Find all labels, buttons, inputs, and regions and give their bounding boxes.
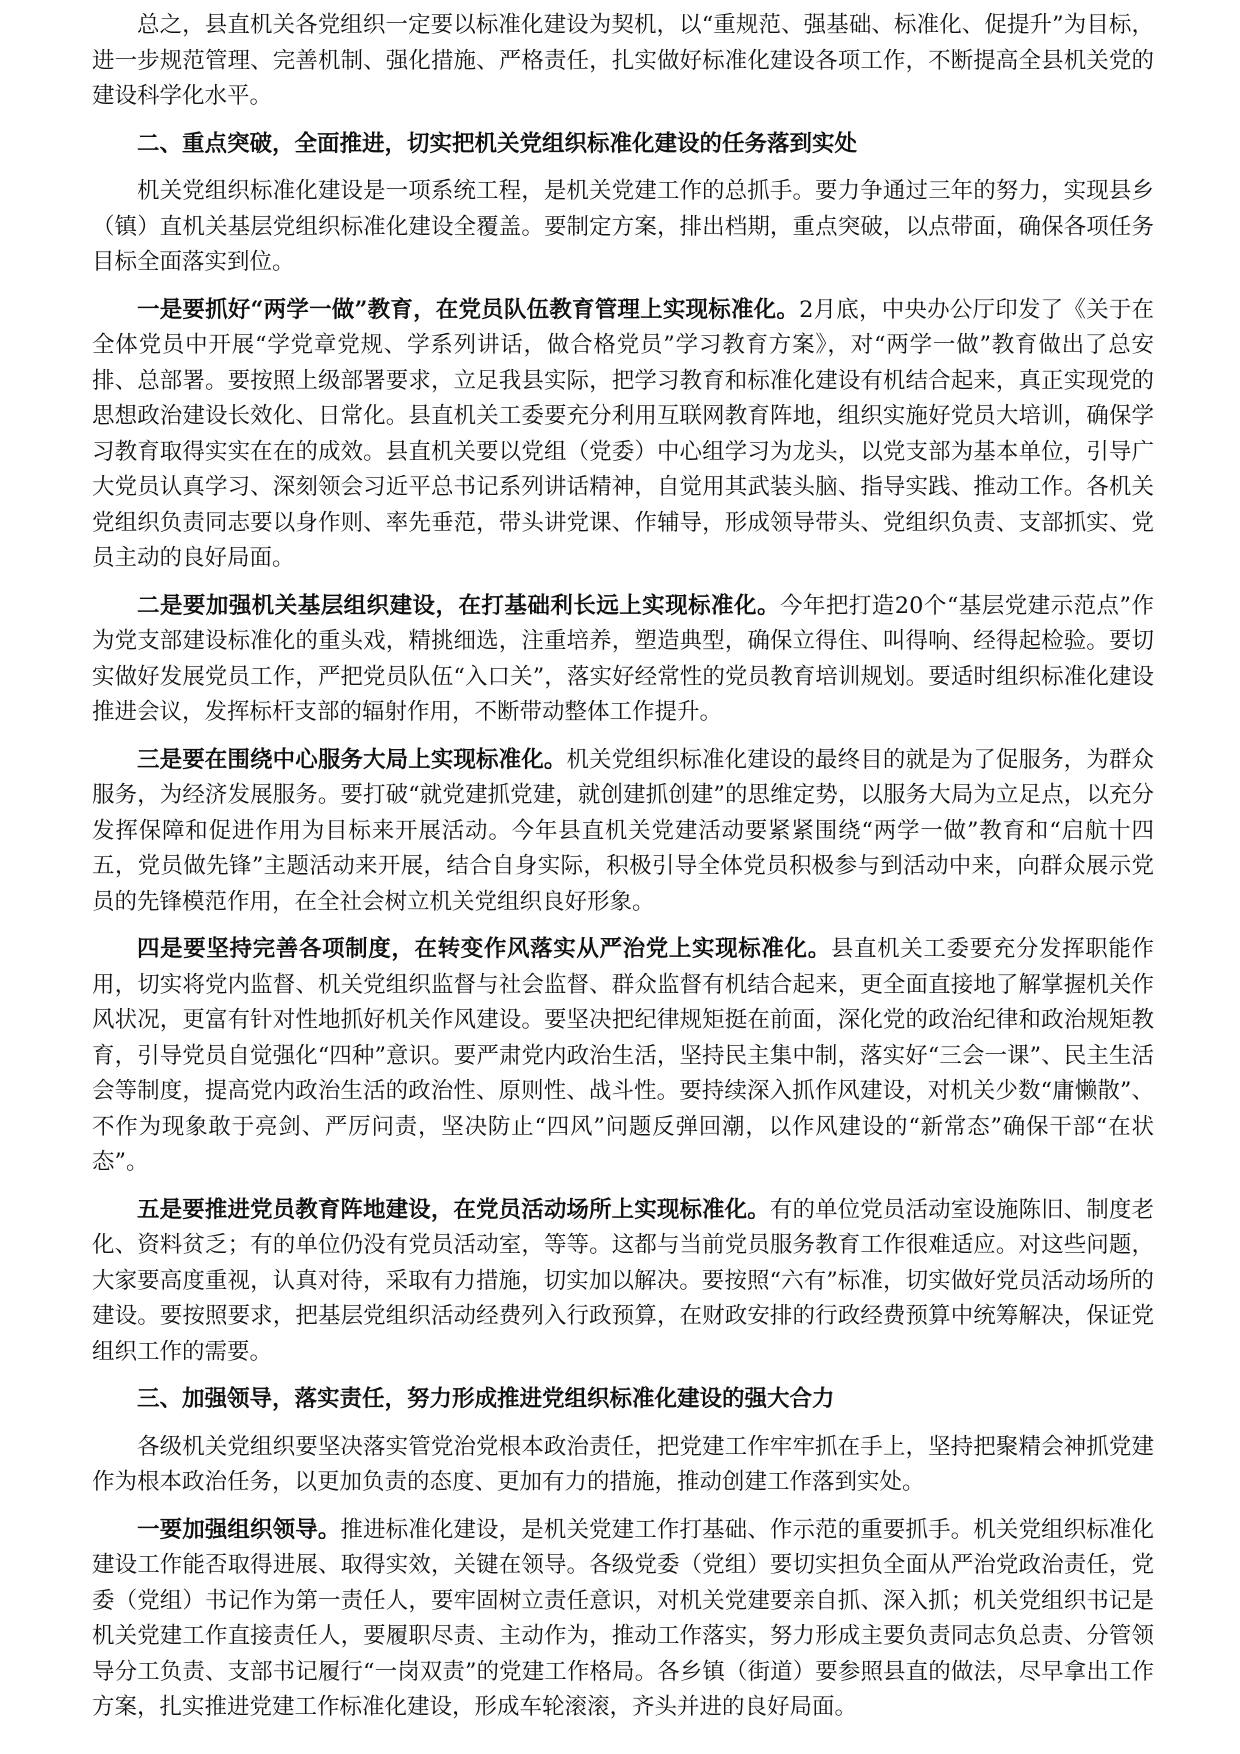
paragraph-point-3 bbox=[92, 743, 1154, 921]
paragraph-summary bbox=[92, 8, 1154, 115]
paragraph-leadership bbox=[92, 1513, 1154, 1726]
paragraph-text: 县直机关工委要充分发挥职能作用，切实将党内监督、机关党组织监督与社会监督、群众监督有机结合起来，更全面直接地了解掌握机关作风状况，更富有针对性地抓好机关作风建设。要坚决把纪律规矩挺在前面，深化党的政治纪律和政治规矩教育，引导党员自觉强化“四种”意识。要严肃党内政治生活，坚持民主集中制，落实好“三会一课”、民主生活会等制度，提高党内政治生活的政治性、原则性、战斗性。要持续深入抓作风建设，对机关少数“庸懒散”、不作为现象敢于亮剑、严厉问责，坚决防止“四风”问题反弹回潮，以作风建设的“新常态”确保干部“在状态”。 bbox=[92, 936, 1154, 1175]
section-heading-2: 二、重点突破，全面推进，切实把机关党组织标准化建设的任务落到实处 bbox=[137, 130, 858, 157]
paragraph-lead: 三是要在围绕中心服务大局上实现标准化。 bbox=[137, 746, 567, 773]
paragraph-lead: 二是要加强机关基层组织建设，在打基础利长远上实现标准化。 bbox=[137, 592, 780, 619]
paragraph-text: 今年把打造20个“基层党建示范点”作为党支部建设标准化的重头戏，精挑细选，注重培养，塑造典型，确保立得住、叫得响、经得起检验。要切实做好发展党员工作，严把党员队伍“入口关”，落实好经常性的党员教育培训规划。要适时组织标准化建设推进会议，发挥标杆支部的辐射作用，不断带动整体工作提升。 bbox=[92, 592, 1154, 725]
paragraph-text: 推进标准化建设，是机关党建工作打基础、作示范的重要抓手。机关党组织标准化建设工作能否取得进展、取得实效，关键在领导。各级党委（党组）要切实担负全面从严治党政治责任，党委（党组）书记作为第一责任人，要牢固树立责任意识，对机关党建要亲自抓、深入抓；机关党组织书记是机关党建工作直接责任人，要履职尽责、主动作为，推动工作落实，努力形成主要负责同志负总责、分管领导分工负责、支部书记履行“一岗双责”的党建工作格局。各乡镇（街道）要参照县直的做法，尽早拿出工作方案，扎实推进党建工作标准化建设，形成车轮滚滚，齐头并进的良好局面。 bbox=[92, 1516, 1154, 1720]
paragraph-point-1 bbox=[92, 293, 1154, 577]
paragraph-lead: 四是要坚持完善各项制度，在转变作风落实从严治党上实现标准化。 bbox=[137, 936, 831, 962]
paragraph-lead: 一是要抓好“两学一做”教育，在党员队伍教育管理上实现标准化。 bbox=[137, 296, 800, 323]
paragraph-point-5 bbox=[92, 1193, 1154, 1371]
paragraph-text: 各级机关党组织要坚决落实管党治党根本政治责任，把党建工作牢牢抓在手上，坚持把聚精会神抓党建作为根本政治任务，以更加负责的态度、更加有力的措施，推动创建工作落到实处。 bbox=[92, 1433, 1154, 1495]
paragraph-text: 有的单位党员活动室设施陈旧、制度老化、资料贫乏；有的单位仍没有党员活动室，等等。这都与当前党员服务教育工作很难适应。对这些问题，大家要高度重视，认真对待，采取有力措施，切实加以解决。要按照“六有”标准，切实做好党员活动场所的建设。要按照要求，把基层党组织活动经费列入行政预算，在财政安排的行政经费预算中统筹解决，保证党组织工作的需要。 bbox=[92, 1196, 1154, 1365]
paragraph-lead: 一要加强组织领导。 bbox=[137, 1516, 341, 1543]
paragraph-intro-2 bbox=[92, 174, 1154, 281]
paragraph-point-2 bbox=[92, 589, 1154, 731]
document-page bbox=[92, 8, 1154, 1738]
paragraph-text: 2月底，中央办公厅印发了《关于在全体党员中开展“学党章党规、学系列讲话，做合格党员”学习教育方案》，对“两学一做”教育做出了总安排、总部署。要按照上级部署要求，立足我县实际，把学习教育和标准化建设有机结合起来，真正实现党的思想政治建设长效化、日常化。县直机关工委要充分利用互联网教育阵地，组织实施好党员大培训，确保学习教育取得实实在在的成效。县直机关要以党组（党委）中心组学习为龙头，以党支部为基本单位，引导广大党员认真学习、深刻领会习近平总书记系列讲话精神，自觉用其武装头脑、指导实践、推动工作。各机关党组织负责同志要以身作则、率先垂范，带头讲党课、作辅导，形成领导带头、党组织负责、支部抓实、党员主动的良好局面。 bbox=[92, 296, 1154, 571]
paragraph-intro-3 bbox=[92, 1430, 1154, 1501]
paragraph-point-4 bbox=[92, 932, 1154, 1181]
section-heading-3: 三、加强领导，落实责任，努力形成推进党组织标准化建设的强大合力 bbox=[137, 1386, 835, 1412]
paragraph-text: 总之，县直机关各党组织一定要以标准化建设为契机，以“重规范、强基础、标准化、促提升”为目标，进一步规范管理、完善机制、强化措施、严格责任，扎实做好标准化建设各项工作，不断提高全县机关党的建设科学化水平。 bbox=[92, 12, 1154, 109]
paragraph-lead: 五是要推进党员教育阵地建设，在党员活动场所上实现标准化。 bbox=[137, 1196, 770, 1223]
paragraph-text: 机关党组织标准化建设的最终目的就是为了促服务，为群众服务，为经济发展服务。要打破“就党建抓党建，就创建抓创建”的思维定势，以服务大局为立足点，以充分发挥保障和促进作用为目标来开展活动。今年县直机关党建活动要紧紧围绕“两学一做”教育和“启航十四五，党员做先锋”主题活动来开展，结合自身实际，积极引导全体党员积极参与到活动中来，向群众展示党员的先锋模范作用，在全社会树立机关党组织良好形象。 bbox=[92, 746, 1154, 915]
paragraph-text: 机关党组织标准化建设是一项系统工程，是机关党建工作的总抓手。要力争通过三年的努力，实现县乡（镇）直机关基层党组织标准化建设全覆盖。要制定方案，排出档期，重点突破，以点带面，确保各项任务目标全面落实到位。 bbox=[92, 178, 1154, 275]
